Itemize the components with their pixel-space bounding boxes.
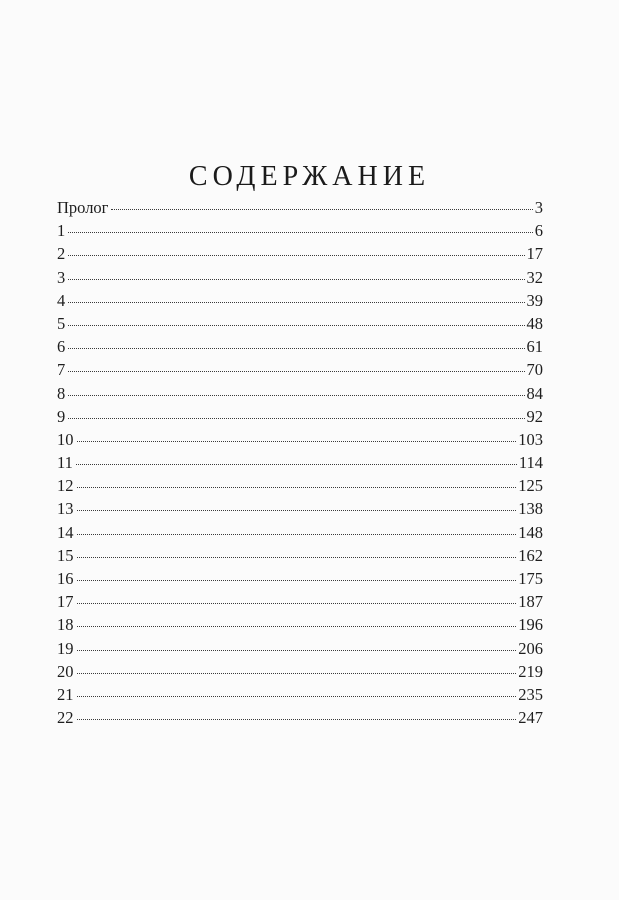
toc-entry-label: 13 — [57, 499, 74, 519]
toc-entry-page-number: 6 — [534, 221, 543, 241]
toc-entry-page-number: 17 — [526, 244, 543, 264]
toc-entry-page-number: 175 — [518, 569, 543, 588]
dot-leader — [68, 254, 524, 256]
toc-entry-page-number: 84 — [526, 383, 543, 403]
dot-leader — [111, 208, 532, 210]
toc-entry-label: 3 — [57, 267, 66, 287]
dot-leader — [77, 440, 517, 442]
toc-entry-page-number: 103 — [518, 429, 543, 449]
dot-leader — [76, 463, 517, 465]
toc-entry — [57, 613, 543, 636]
toc-entry — [57, 312, 543, 335]
toc-entry-page-number: 114 — [518, 453, 543, 473]
toc-entry-label: 12 — [57, 476, 74, 496]
toc-entry-label: 2 — [57, 244, 66, 264]
dot-leader — [68, 324, 524, 326]
toc-entry — [57, 497, 543, 520]
toc-entry-page-number: 206 — [518, 638, 543, 658]
toc-entry-label: 16 — [57, 569, 74, 588]
toc-entry-label: 19 — [57, 638, 74, 658]
toc-entry — [57, 567, 543, 590]
toc-entry — [57, 266, 543, 289]
toc-entry-page-number: 70 — [526, 360, 543, 380]
toc-entry-label: 21 — [57, 684, 74, 704]
dot-leader — [68, 278, 524, 280]
dot-leader — [77, 625, 517, 627]
dot-leader — [68, 347, 524, 349]
toc-entry-label: 4 — [57, 290, 66, 310]
toc-entry-page-number: 187 — [518, 592, 543, 612]
toc-entry-page-number: 219 — [518, 661, 543, 681]
toc-entry-page-number: 39 — [526, 290, 543, 310]
dot-leader — [77, 602, 517, 604]
toc-entry-label: 9 — [57, 406, 66, 426]
dot-leader — [77, 509, 517, 511]
toc-entry — [57, 637, 543, 660]
toc-entry-label: Пролог — [57, 198, 109, 217]
toc-entry — [57, 521, 543, 544]
dot-leader — [68, 301, 524, 303]
dot-leader — [77, 672, 517, 674]
dot-leader — [68, 370, 524, 372]
toc-entry — [57, 358, 543, 381]
table-of-contents — [57, 196, 543, 729]
toc-entry-page-number: 235 — [518, 684, 543, 704]
toc-entry-page-number: 61 — [526, 337, 543, 357]
toc-entry-label: 10 — [57, 429, 74, 449]
toc-entry-label: 15 — [57, 545, 74, 565]
toc-entry — [57, 474, 543, 497]
toc-entry-label: 18 — [57, 615, 74, 635]
toc-entry-page-number: 92 — [526, 406, 543, 426]
toc-entry — [57, 242, 543, 265]
toc-entry-page-number: 48 — [526, 313, 543, 333]
toc-entry — [57, 289, 543, 312]
dot-leader — [77, 695, 517, 697]
toc-entry-page-number: 247 — [518, 708, 543, 728]
toc-entry-label: 14 — [57, 522, 74, 542]
toc-entry — [57, 706, 543, 729]
toc-entry-label: 17 — [57, 592, 74, 612]
toc-entry — [57, 405, 543, 428]
page-title: СОДЕРЖАНИЕ — [188, 160, 431, 192]
toc-entry — [57, 335, 543, 358]
toc-entry-label: 20 — [57, 661, 74, 681]
toc-entry — [57, 544, 543, 567]
dot-leader — [77, 533, 517, 535]
dot-leader — [77, 718, 517, 720]
toc-entry — [57, 382, 543, 405]
dot-leader — [77, 486, 517, 488]
toc-entry-label: 1 — [57, 221, 66, 241]
dot-leader — [77, 649, 517, 651]
toc-entry — [57, 428, 543, 451]
toc-entry-page-number: 196 — [518, 615, 543, 635]
toc-entry-label: 7 — [57, 360, 66, 380]
toc-entry-page-number: 138 — [518, 499, 543, 519]
toc-entry-label: 11 — [57, 453, 73, 473]
toc-entry-page-number: 32 — [526, 267, 543, 287]
toc-entry — [57, 660, 543, 683]
toc-entry-page-number: 125 — [518, 476, 543, 496]
toc-entry-label: 5 — [57, 313, 66, 333]
toc-entry-label: 22 — [57, 708, 74, 728]
dot-leader — [77, 579, 517, 581]
dot-leader — [68, 231, 533, 233]
toc-entry-page-number: 3 — [534, 198, 543, 217]
toc-entry — [57, 590, 543, 613]
toc-entry-label: 8 — [57, 383, 66, 403]
toc-entry-page-number: 148 — [518, 522, 543, 542]
toc-entry-page-number: 162 — [518, 545, 543, 565]
toc-entry — [57, 219, 543, 242]
dot-leader — [68, 417, 524, 419]
toc-entry — [57, 196, 543, 219]
dot-leader — [68, 394, 524, 396]
toc-entry-label: 6 — [57, 337, 66, 357]
toc-entry — [57, 683, 543, 706]
toc-entry — [57, 451, 543, 474]
dot-leader — [77, 556, 517, 558]
